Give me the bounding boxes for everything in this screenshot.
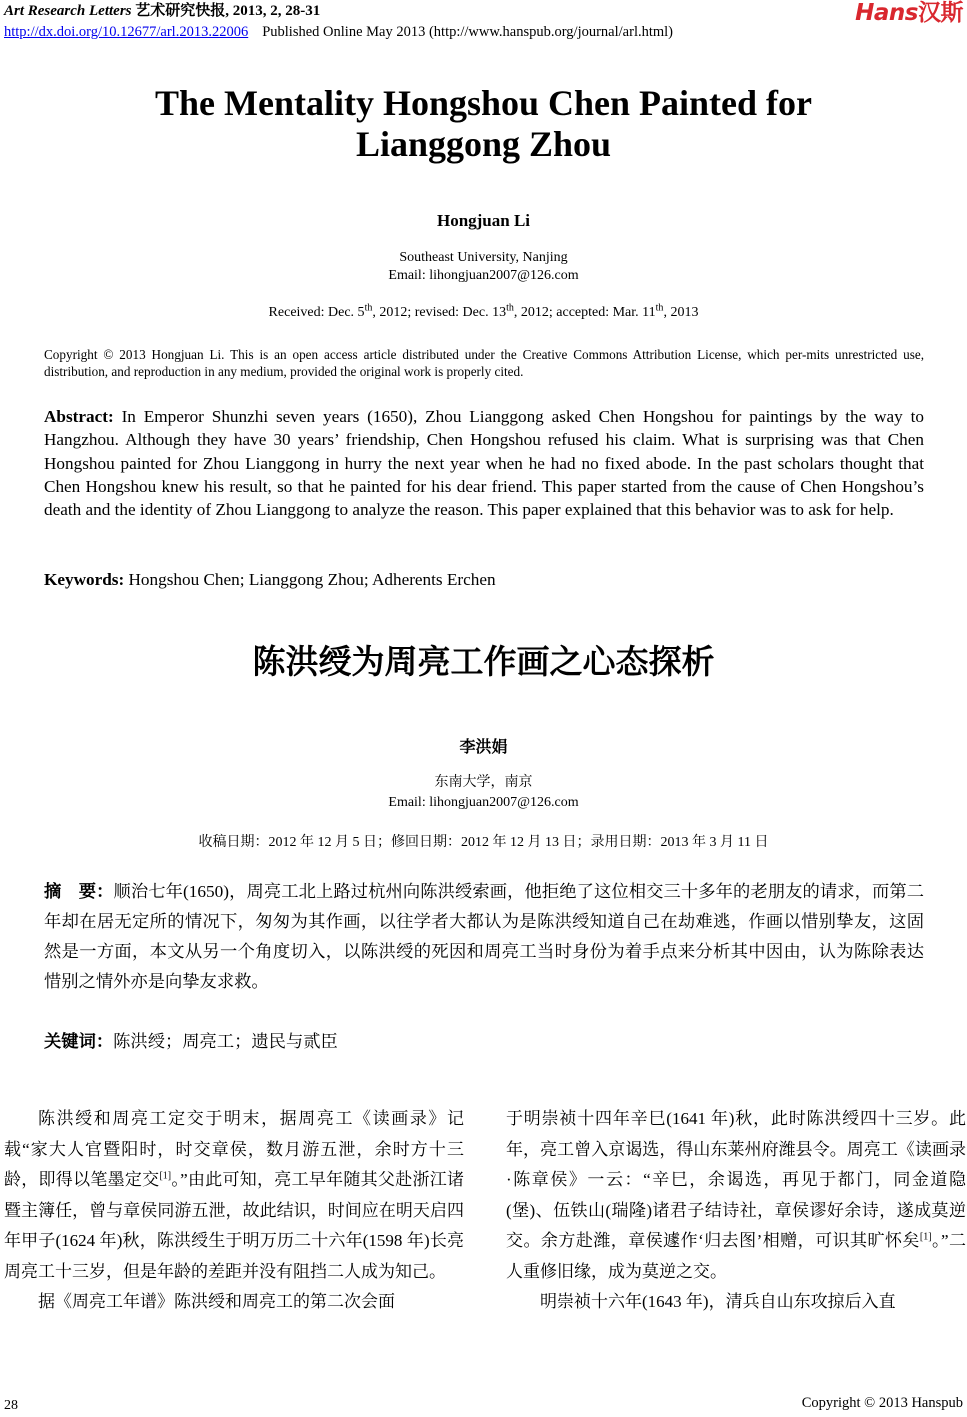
english-abstract: [44, 405, 924, 521]
ordinal-suffix: th: [655, 302, 664, 314]
abstract-text: In Emperor Shunzhi seven years (1650), Zhou Lianggong asked Chen Hongshou for paintings by the way to Hangzhou. Although they have 30 years’ friendship, Chen Hongshou refused his claim. What is surprising was that Chen Hongshou painted for Zhou Lianggong in hurry the next year when he had no fixed abode. In the past scholars thought that Chen Hongshou knew his result, so that he painted for his dear friend. This paper started from the cause of Chen Hongshou’s death and the identity of Zhou Lianggong to analyze the reason. This paper explained that this behavior was to ask for help.: [44, 407, 924, 520]
paragraph-text: 陈洪绶和周亮工定交于明末，据周亮工《读画录》记载“家大人官暨阳时，时交章侯，数月游五泄，余时方十三龄，即得以笔墨定交: [4, 1109, 464, 1189]
english-received-dates: [0, 302, 967, 321]
english-title-line-2: Lianggong Zhou: [355, 124, 612, 164]
citation-ref[interactable]: [1]: [919, 1231, 932, 1243]
publisher-logo: [855, 0, 963, 26]
logo-latin: Hans: [855, 0, 918, 26]
journal-issue: 艺术研究快报, 2013, 2, 28-31: [131, 3, 321, 19]
journal-name: Art Research Letters: [4, 3, 132, 19]
published-online: Published Online May 2013 (http://www.hanspub.org/journal/arl.html): [262, 24, 674, 40]
license-statement: Copyright © 2013 Hongjuan Li. This is an open access article distributed under the Creative Commons Attribution License, which per-mits unrestricted use, distribution, and reproduction in any medium, provided the original work is properly cited.: [44, 347, 924, 379]
chinese-abstract: [44, 877, 924, 997]
doi-line: [4, 23, 673, 41]
english-title-line-1: The Mentality Hongshou Chen Painted for: [154, 83, 813, 123]
ordinal-suffix: th: [506, 302, 514, 314]
chinese-author: 李洪娟: [459, 737, 508, 756]
ordinal-suffix: th: [364, 302, 373, 314]
keywords-text: Hongshou Chen; Lianggong Zhou; Adherents Erchen: [124, 570, 496, 589]
english-email: Email: lihongjuan2007@126.com: [388, 268, 579, 283]
chinese-received-dates: 收稿日期：2012 年 12 月 5 日；修回日期：2012 年 12 月 13 日；录用日期：2013 年 3 月 11 日: [198, 835, 769, 850]
chinese-title: 陈洪绶为周亮工作画之心态探析: [252, 642, 715, 681]
logo-chinese: 汉斯: [918, 0, 963, 26]
chinese-abstract-label: 摘 要：: [44, 882, 114, 902]
english-author: Hongjuan Li: [436, 211, 531, 230]
paragraph-text: 于明崇祯十四年辛巳(1641 年)秋，此时陈洪绶四十三岁。此年，亮工曾入京谒选，得山东莱州府潍县令。周亮工《读画录·陈章侯》一云：“辛巳，余谒选，再见于都门，同金道隐(堡)、伍铁山(瑞隆)诸君子结诗社，章侯谬好余诗，遂成莫逆交。余方赴潍，章侯遽作‘归去图’相赠，可识其旷怀矣: [506, 1109, 966, 1250]
page-number: 28: [4, 1398, 18, 1413]
received-text: Received: Dec. 5: [268, 305, 365, 320]
citation-ref[interactable]: [1]: [159, 1170, 172, 1182]
paragraph-text: 。”由此可知，亮工早年随其父赴浙江诸暨主簿任，曾与章侯同游五泄，故此结识，时间应在明天启四年甲子(1624 年)秋，陈洪绶生于明万历二十六年(1598 年)长亮周亮工十三岁，但是年龄的差距并没有阻挡二人成为知己。: [4, 1170, 465, 1281]
keywords-label: Keywords:: [44, 570, 125, 589]
chinese-affiliation-block: [0, 773, 967, 813]
body-paragraph: [4, 1104, 464, 1287]
chinese-keywords-text: 陈洪绶；周亮工；遗民与贰臣: [113, 1032, 338, 1051]
english-keywords: [44, 568, 924, 591]
abstract-label: Abstract:: [44, 407, 114, 426]
chinese-affiliation: 东南大学，南京: [434, 775, 533, 790]
paragraph-text: 。”二人重修旧缘，成为莫逆之交。: [506, 1231, 966, 1281]
body-column-right: [506, 1104, 966, 1318]
body-paragraph: 明崇祯十六年(1643 年)，清兵自山东攻掠后入直: [540, 1292, 896, 1311]
english-title: [0, 83, 967, 165]
body-paragraph: 据《周亮工年谱》陈洪绶和周亮工的第二次会面: [38, 1292, 395, 1311]
journal-header: [4, 2, 320, 20]
year-text: , 2013: [663, 305, 699, 320]
body-column-left: [4, 1104, 464, 1318]
chinese-keywords-label: 关键词：: [44, 1032, 114, 1052]
chinese-email: Email: lihongjuan2007@126.com: [388, 795, 579, 810]
revised-text: , 2012; revised: Dec. 13: [372, 305, 507, 320]
body-paragraph: [506, 1104, 966, 1287]
accepted-text: , 2012; accepted: Mar. 11: [513, 305, 656, 320]
english-affiliation: Southeast University, Nanjing: [399, 250, 568, 265]
chinese-keywords: [44, 1029, 924, 1055]
english-affiliation-block: [0, 249, 967, 285]
footer-copyright: Copyright © 2013 Hanspub: [801, 1395, 963, 1411]
doi-link[interactable]: http://dx.doi.org/10.12677/arl.2013.22006: [4, 24, 249, 40]
chinese-abstract-text: 顺治七年(1650)，周亮工北上路过杭州向陈洪绶索画，他拒绝了这位相交三十多年的老朋友的请求，而第二年却在居无定所的情况下，匆匆为其作画，以往学者大都认为是陈洪绶知道自己在劫难逃，作画以惜别挚友，这固然是一方面，本文从另一个角度切入，以陈洪绶的死因和周亮工当时身份为着手点来分析其中因由，认为陈除表达惜别之情外亦是向挚友求救。: [44, 882, 924, 991]
